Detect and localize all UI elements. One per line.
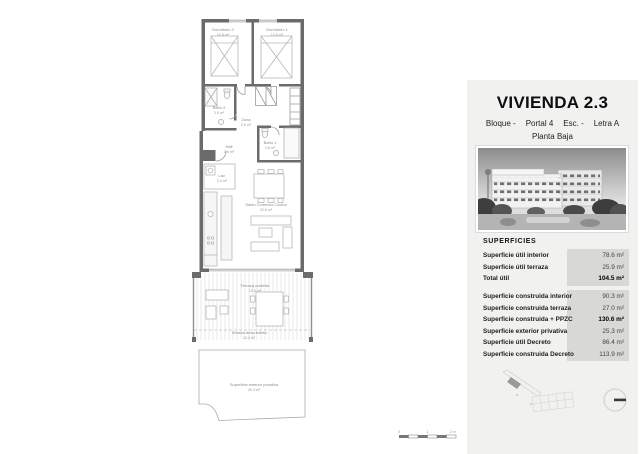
row-label: Superficie exterior privativa [483,327,568,335]
row-label: Superficie útil interior [483,252,550,260]
superficies-group-construida [483,291,629,337]
svg-text:25.3 m²: 25.3 m² [247,388,261,392]
svg-text:0: 0 [398,430,400,434]
row-value: 104.5 m² [598,275,624,283]
room-label-dormitorio-1: Dormitorio 1 [266,27,288,32]
row-label: Superficie útil terraza [483,263,548,271]
room-label-exterior: Superficie exterior privativa [229,382,279,387]
building-photo-image [478,148,626,230]
room-label-bano-1: Baño 1 [263,140,277,145]
page-title: VIVIENDA 2.3 [496,93,609,112]
letra-label: Letra A [593,119,620,128]
table-row [483,291,629,303]
bathroom-fixtures-icon [205,88,299,158]
svg-text:12.4 m²: 12.4 m² [242,336,256,340]
info-panel [467,80,638,454]
svg-text:13.5 m²: 13.5 m² [248,289,262,293]
svg-text:2 m: 2 m [450,430,456,434]
row-label: Superficie construida + PPZC [483,316,573,324]
room-label-bano-2: Baño 2 [212,105,226,110]
table-row [483,250,629,262]
row-value: 90.3 m² [602,293,624,301]
row-label: Superficie útil Decreto [483,339,551,347]
svg-text:1: 1 [426,430,429,434]
svg-text:2.6 m²: 2.6 m² [240,123,252,127]
bloque-label: Bloque - [485,119,516,128]
table-row [483,262,629,274]
table-row-total [483,273,629,285]
table-row-total [483,314,629,326]
row-value: 25.3 m² [602,327,624,335]
site-plan [489,370,589,420]
room-label-hall: Hall [225,144,233,149]
north-indicator-icon [601,386,629,414]
row-value: 25.9 m² [602,263,624,271]
portal-label: Portal 4 [525,119,554,128]
row-value: 113.9 m² [599,350,624,358]
table-row [483,349,629,361]
room-label-salon: Salón Comedor Cocina [245,202,287,207]
unit-subtitle [467,119,638,128]
row-label: Total útil [483,275,510,283]
row-value: 86.4 m² [602,339,624,347]
superficies-group-decreto [483,337,629,360]
svg-text:2.4 m²: 2.4 m² [216,179,228,183]
room-label-dormitorio-2: Dormitorio 2 [212,27,234,32]
svg-text:3.6 m²: 3.6 m² [213,111,225,115]
escalera-label: Esc. - [563,119,584,128]
row-label: Superficie construida terraza [483,304,572,312]
room-label-terraza-descubierta: Terraza descubierta [231,330,267,335]
superficies-heading: SUPERFICIES [483,238,537,245]
superficies-group-util [483,250,629,285]
building-photo [476,146,628,232]
row-label: Superficie construida interior [483,293,573,301]
room-label-zona: Zona [241,117,251,122]
row-label: Superficie construida Decreto [483,350,574,358]
svg-text:3.6 m²: 3.6 m² [223,150,235,154]
svg-text:32.6 m²: 32.6 m² [259,208,273,212]
svg-text:10.8 m²: 10.8 m² [216,33,230,37]
room-label-terraza-cubierta: Terraza cubierta [240,283,270,288]
highlighted-unit [507,377,521,389]
row-value: 130.6 m² [598,316,624,324]
room-label-lav: Lav. [218,173,226,178]
table-row [483,337,629,349]
svg-text:3.8 m²: 3.8 m² [264,146,276,150]
planta-label: Planta Baja [532,132,573,141]
row-value: 27.0 m² [602,304,624,312]
row-value: 78.6 m² [602,252,624,260]
scale-bar [398,430,456,438]
table-row [483,303,629,315]
svg-text:12.6 m²: 12.6 m² [270,33,284,37]
